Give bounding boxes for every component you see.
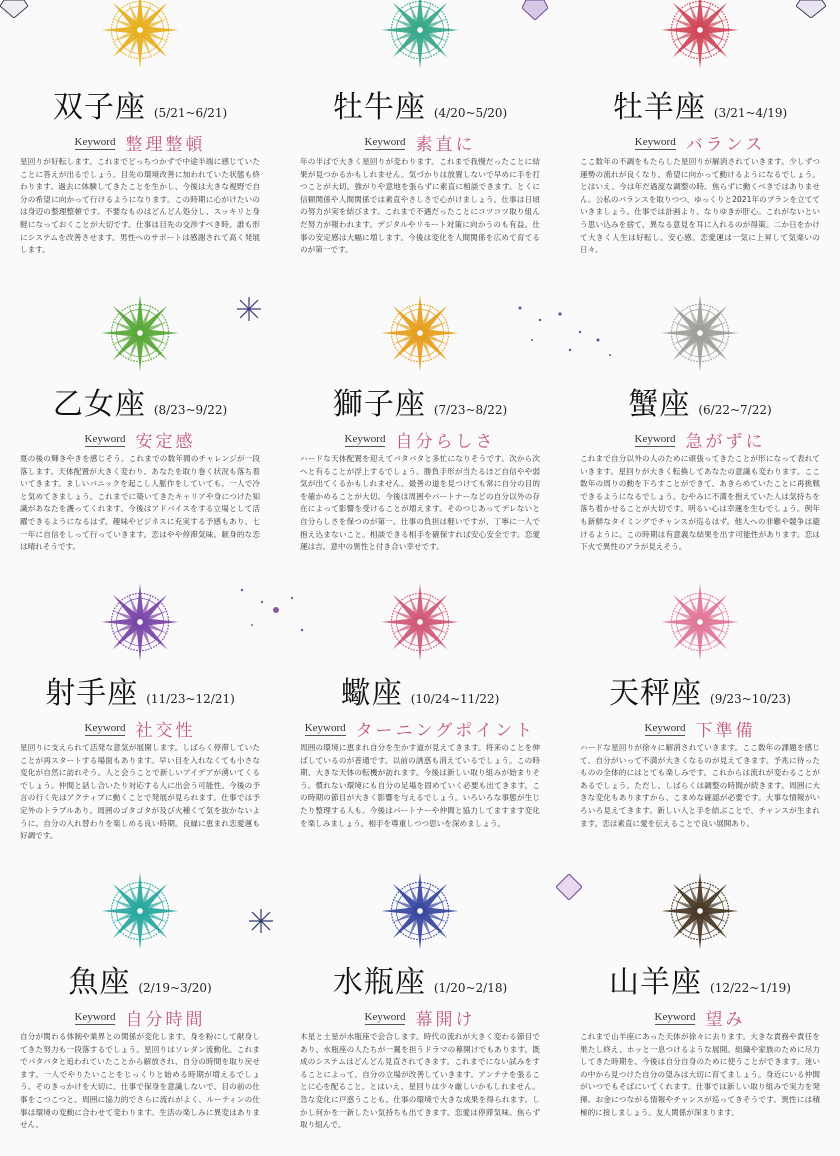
keyword-value: 下準備	[695, 721, 756, 741]
compass-rose-icon	[378, 580, 462, 664]
stardust-decoration	[510, 300, 620, 360]
keyword-value: 自分時間	[125, 1010, 206, 1030]
sign-title	[280, 82, 560, 126]
compass-rose-icon	[98, 291, 182, 375]
horoscope-text: 星回りに支えられて活発な意気が展開します。しばらく停滞していたことが再スタートする場面もあります。早い目を入れなくても小さな変化が自然に訪れそう。人と会うことで新しいアイデアが湧いてくるでしょう。仲間と話し合いたり対応する人に出会う可能性。今後の予言の行く先はアクティブに動くことで発展が見られます。仕事では予定外のトラブルあり。周囲のゴタゴタが及び火種くて気を抜かないように。自分の入れ替わりを楽しめる良い時期。良縁に恵まれ恋愛運も好調です。	[20, 743, 260, 841]
keyword-value: 整理整頓	[125, 135, 206, 155]
keyword-value: 幕開け	[415, 1010, 476, 1030]
sign-name: 双子座	[52, 90, 146, 125]
sign-title	[0, 82, 280, 126]
sign-dates: (9/23~10/23)	[710, 692, 791, 706]
keyword-label: Keyword	[344, 432, 386, 445]
compass-rose-icon	[98, 869, 182, 953]
sign-name: 水瓶座	[332, 965, 426, 1000]
sign-dates: (12/22~1/19)	[710, 981, 791, 995]
sparkle-icon	[236, 296, 262, 322]
sign-cell	[560, 578, 840, 867]
sign-title	[0, 379, 280, 423]
sign-dates: (2/19~3/20)	[138, 981, 212, 995]
keyword-row	[0, 1005, 280, 1030]
sign-name: 牡牛座	[332, 90, 426, 125]
sign-title	[0, 668, 280, 712]
horoscope-text: 木星と土星が水瓶座で会合します。時代の流れが大きく変わる節目であり、水瓶座の人たちが一翼を担うドラマの幕開けでもあります。既成のシステムはどんどん見直されてきます。これまでにない試みをすることによって、自分の立場が改善していきます。アンテナを張ることに心を配ること。とはいえ、星回りは少々厳しいかもしれません。急な変化に戸惑うことも。仕事の環境で大きな成果を得られます。しかし何かを一新したい気持ちも出てきます。恋愛は停滞気味。焦らず取り組んで。	[300, 1032, 540, 1130]
horoscope-text: ここ数年の不調をもたらした星回りが解消されていきます。少しずつ運勢の流れが良くなり、希望に向かって動けるようになるでしょう。とはいえ、今は年だ過度な調整の時。焦らずに動くべきではありません。公私のバランスを取りつつ、ゆっくりと2021年のプランを立てていきましょう。仕事では計画より、なりゆきが肝心。これがないという思い込みを捨て、異なる意見を耳に入れるのが得策。二か日をかけて大きく人生は好転し、安心感。恋愛運は一気に上昇して気楽いの日々。	[580, 157, 820, 255]
compass-rose-icon	[98, 580, 182, 664]
sign-title	[560, 957, 840, 1001]
keyword-value: バランス	[685, 135, 766, 155]
keyword-value: 自分らしさ	[395, 432, 496, 452]
sign-name: 蠍座	[340, 676, 403, 711]
sign-title	[280, 379, 560, 423]
compass-rose-icon	[378, 291, 462, 375]
sign-cell	[280, 0, 560, 289]
sign-cell	[0, 0, 280, 289]
sign-title	[280, 668, 560, 712]
sign-name: 蟹座	[628, 387, 691, 422]
keyword-label: Keyword	[644, 721, 686, 734]
gem-icon	[556, 874, 582, 900]
keyword-row	[0, 427, 280, 452]
keyword-row	[0, 130, 280, 155]
keyword-value: 急がずに	[685, 432, 766, 452]
keyword-row	[280, 1005, 560, 1030]
keyword-row	[280, 130, 560, 155]
horoscope-text: これまで山羊座にあった天体が徐々に去ります。大きな責務や責任を果たし終え、ホッと一息つけるような展開。組織や家族のために尽力してきた時期を、今後は自分自身のために使うことができます。迷いの中から見つけた自分の望みは大切に育てましょう。身近にいる仲間がいつでもそばにいてくれます。仕事では新しい取り組みで実力を発揮。お金につながる情報やチャンスが巡ってきそうです。異性には積極的に接しましょう。友人関係が深まります。	[580, 1032, 820, 1117]
sign-cell	[280, 867, 560, 1156]
keyword-label: Keyword	[364, 135, 406, 148]
sign-name: 牡羊座	[612, 90, 706, 125]
keyword-label: Keyword	[74, 135, 116, 148]
horoscope-text: ハードな天体配置を迎えてバタバタと多忙になりそうです。次から次へと有ることが浮上するでしょう。勝負手形が当たるほど自信やや弱気が出てくるかもしれません。最善の道を見つけても常に自分の目的を確かめることが大切。今後は周囲やパートナーなどの自分以外の存在によって影響を受けることが増えます。そのつじあってデレないと自分らしさを保つのが第一。仕事の負担は軽いですが、丁寧に一人で抱え込まないこと。相談できる相手を確保すれば安心安全です。恋愛運は吉。意中の異性と付き合い幸せです。	[300, 454, 540, 552]
horoscope-text: 自分が関わる体制や業界との関係が変化します。身を粉にして献身してきた努力も一段落するでしょう。星回りはソレダン流動化。これまでバタバタと追われていたことから解放され、自分の時間を取り戻せます。一人でやりたいことをじっくりと始める時期が増えるでしょう。そのきっかけを大切に。仕事で保身を意識しないで、目の前の仕事をこつこつと。周囲に協力的でさらに流れがよく、ルーティンの仕事は環境の変動に合わせて変わります。生活の楽しみに異変はありません。	[20, 1032, 260, 1130]
horoscope-text: 年の半ばで大きく星回りが変わります。これまで我慢だったことに結果が見つかるかもしれません。気づかりは放置しないで早めに手を打つことが大切。強がりや意地を張らずに素直に相談できます。とくに信頼関係や人間関係では素直やさしさで心がけましょう。仕事は日頃の努力が実を結びます。これまで不遇だったことにコツコツ取り組んだ努力が報われます。デジタルやリモート対策に向かうのも有益。仕事の安定感は大幅に増します。今後は変化を人間関係を広めて育てるのが第一です。	[300, 157, 540, 255]
keyword-row	[560, 427, 840, 452]
keyword-label: Keyword	[84, 721, 126, 734]
keyword-label: Keyword	[634, 432, 676, 445]
keyword-row	[280, 427, 560, 452]
keyword-row	[560, 130, 840, 155]
sign-dates: (3/21~4/19)	[713, 106, 788, 120]
horoscope-text: ハードな星回りが徐々に解消されていきます。ここ数年の課題を感じて、自分がいって不満が大きくなるのが見えてきます。予兆に待ったものの全体的にはとても楽しみです。これからは流れが変わることがあるでしょう。ただし、しばらくは調整の時間が続きます。周囲に大きな変化もありますから、こまめな確認が必要です。大事な情報がいろいろ見えてきます。新しい人と手を結ぶことで、チャンスが生まれます。恋は素直に愛を伝えることで良い展開あり。	[580, 743, 820, 828]
sign-name: 魚座	[68, 965, 131, 1000]
keyword-label: Keyword	[634, 135, 676, 148]
horoscope-text: これまで自分以外の人のために頑張ってきたことが形になって表れていきます。星回りが大きく転換してあなたの意識も変わります。ここ数年の周りの動を下ろすことができて、あきらめていたことに再挑戦できるようになるでしょう。むやみに不満を抱えていた人は気持ちを落ち着かせることが大切です。明るい心は幸運を生むでしょう。例年も新鮮なタイミングでチャンスが巡るはず。他人への非難や競争は避けるように。この時期は有意義な結果を出す可能性があります。恋は下火で異性のアラが見えそう。	[580, 454, 820, 552]
sign-dates: (1/20~2/18)	[433, 981, 508, 995]
sign-title	[560, 82, 840, 126]
sign-title	[560, 379, 840, 423]
sign-name: 射手座	[45, 676, 139, 711]
keyword-label: Keyword	[304, 721, 346, 734]
keyword-label: Keyword	[84, 432, 126, 445]
keyword-value: 安定感	[135, 432, 196, 452]
keyword-row	[560, 716, 840, 741]
compass-rose-icon	[658, 580, 742, 664]
compass-rose-icon	[378, 0, 462, 72]
keyword-row	[0, 716, 280, 741]
keyword-row	[560, 1005, 840, 1030]
gem-icon	[522, 0, 548, 20]
keyword-value: 社交性	[135, 721, 196, 741]
compass-rose-icon	[98, 0, 182, 72]
sign-title	[560, 668, 840, 712]
compass-rose-icon	[658, 0, 742, 72]
sign-title	[0, 957, 280, 1001]
compass-rose-icon	[658, 869, 742, 953]
sign-name: 山羊座	[609, 965, 703, 1000]
sign-dates: (7/23~8/22)	[433, 403, 508, 417]
sign-cell	[560, 0, 840, 289]
compass-rose-icon	[378, 869, 462, 953]
keyword-value: 素直に	[415, 135, 476, 155]
sign-cell	[560, 867, 840, 1156]
sign-dates: (6/22~7/22)	[698, 403, 772, 417]
sign-dates: (10/24~11/22)	[410, 692, 500, 706]
gem-icon	[796, 0, 826, 18]
horoscope-text: 夏の後の輝きやきを感じそう。これまでの数年間のチャレンジが一段落します。天体配置が大きく変わり、あなたを取り巻く状況も落ち着いてきます。ましいバニックを起こし人脈作をしていても、一人で冷と気めてきましょう。これまでに築いてきたキャリアや身につけた知識があなたを護ってくれます。今後はアドバイスをする立場として活躍できるようになるはず。趣味やビジネスに充実する予感もあり、七一年に自信をしって行っていきます。恋はやや停滞気味。献身的な恋は晴れそうです。	[20, 454, 260, 552]
sign-dates: (11/23~12/21)	[146, 692, 235, 706]
keyword-label: Keyword	[364, 1010, 406, 1023]
keyword-value: 望み	[705, 1010, 746, 1030]
sign-cell	[0, 867, 280, 1156]
sign-title	[280, 957, 560, 1001]
sparkle-icon	[248, 908, 274, 934]
sign-name: 獅子座	[332, 387, 426, 422]
keyword-label: Keyword	[654, 1010, 696, 1023]
sign-name: 乙女座	[52, 387, 146, 422]
sign-cell	[0, 289, 280, 578]
keyword-row	[280, 716, 560, 741]
sign-dates: (4/20~5/20)	[433, 106, 508, 120]
stardust-decoration	[232, 580, 312, 640]
keyword-label: Keyword	[74, 1010, 116, 1023]
sign-name: 天秤座	[609, 676, 703, 711]
compass-rose-icon	[658, 291, 742, 375]
gem-icon	[0, 0, 28, 18]
horoscope-text: 周囲の環境に恵まれ自分を生かす道が見えてきます。将来のことを伸ばしているのが普通です。以前の誘惑も消えているでしょう。この時期、大きな天体の転機が訪れます。今後は新しい取り組みが始まりそう。慣れない環境にも自分の足場を固めていく必要も出てきます。この時期の節目が大きく影響を与えるでしょう。いろいろな事態が生じたり整理する人も。今後はパートナーや仲間と協力してますます変化を楽しみましょう。相手を尊重しつつ思いを深めましょう。	[300, 743, 540, 828]
horoscope-text: 星回りが好転します。これまでどっちつかずで中途半端に感じていたことに答えが出るでしょう。目先の環境改善に加われていた状態も終わります。過去に体験してきたことを生かし、今後は大きな視野で自分の希望に向かって行けるようになります。この時期に心がけたいのは身辺の整理整頓です。不要なものはどんどん処分し、スッキリと身軽になっておくことが大切です。仕事は目先の交渉すべき時。誰も形にシステムを改善させます。男性へのサポートは感謝されて高く発展します。	[20, 157, 260, 255]
sign-dates: (8/23~9/22)	[153, 403, 228, 417]
keyword-value: ターニングポイント	[355, 721, 536, 741]
sign-dates: (5/21~6/21)	[153, 106, 228, 120]
sign-cell	[280, 578, 560, 867]
